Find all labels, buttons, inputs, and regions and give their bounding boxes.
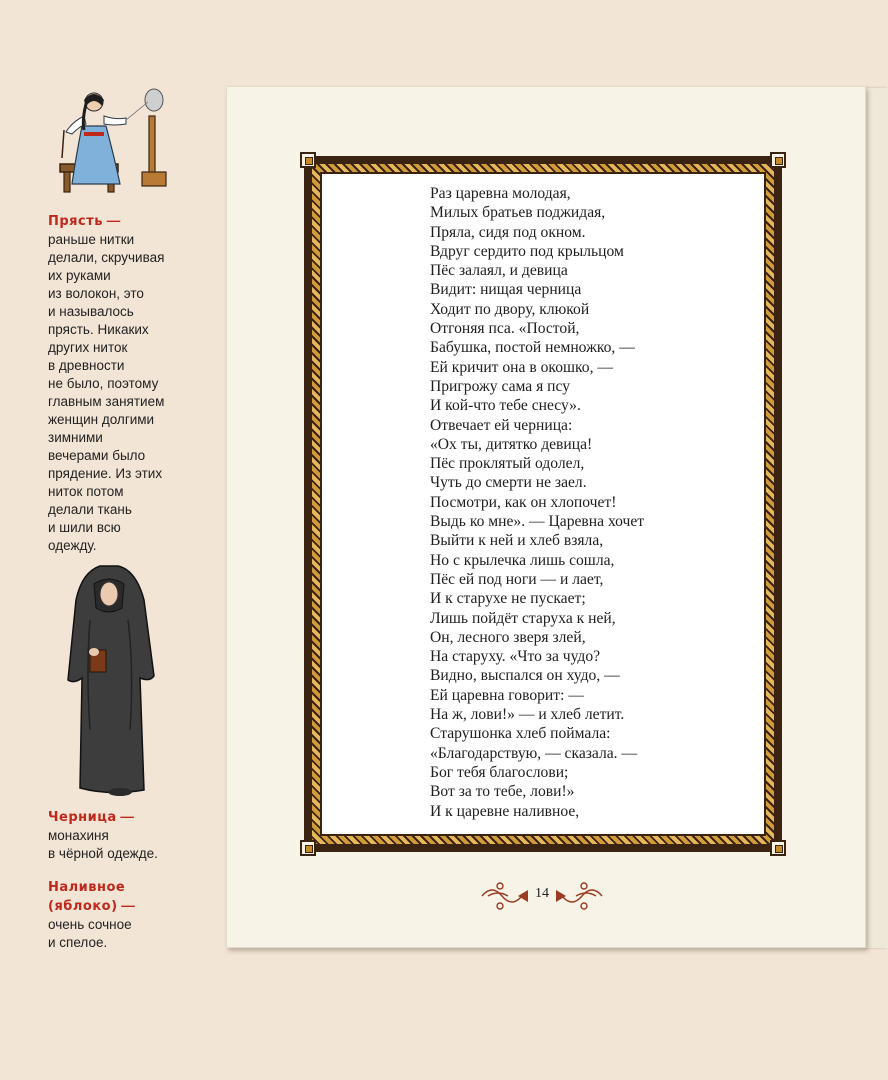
poem-line: Выйти к ней и хлеб взяла, — [430, 532, 604, 550]
glossary-entry-ripe — [48, 878, 188, 952]
glossary-line: не было, поэтому — [48, 376, 159, 391]
poem-line: Отвечает ей черница: — [430, 416, 573, 434]
glossary-term: (яблоко) — [48, 899, 118, 914]
glossary-line: и спелое. — [48, 935, 108, 950]
poem-line: И к старухе не пускает; — [430, 590, 586, 608]
poem-line: Видно, выспался он худо, — — [430, 667, 620, 685]
glossary-line: делали, скручивая — [48, 250, 165, 265]
poem-line: Раз царевна молодая, — [430, 185, 571, 202]
poem-line: Видит: нищая черница — [430, 281, 582, 299]
glossary-line: и называлось — [48, 304, 134, 319]
glossary-line: делали ткань — [48, 502, 132, 517]
glossary-line: женщин долгими — [48, 412, 155, 427]
nun-illustration — [60, 560, 160, 800]
glossary-term: Черница — [48, 810, 117, 825]
poem-line: И к царевне наливное, — [430, 802, 580, 820]
poem-line: Милых братьев поджидая, — [430, 204, 606, 222]
glossary-line: зимними — [48, 430, 103, 445]
next-page-edge — [864, 88, 888, 948]
glossary-line: главным занятием — [48, 394, 165, 409]
page-number: 14 — [535, 886, 549, 901]
glossary-line: прядение. Из этих — [48, 466, 163, 481]
poem-line: Вот за то тебе, лови!» — [430, 783, 575, 801]
glossary-line: в древности — [48, 358, 125, 373]
poem-line: И кой-что тебе снесу». — [430, 397, 581, 415]
poem-line: На ж, лови!» — и хлеб летит. — [430, 706, 625, 724]
poem-line: Чуть до смерти не заел. — [430, 474, 587, 492]
poem-line: Пёс проклятый одолел, — [430, 455, 585, 473]
poem-line: Отгоняя пса. «Постой, — [430, 320, 580, 338]
glossary-line: вечерами было — [48, 448, 146, 463]
glossary-line: и шили всю — [48, 520, 121, 535]
glossary-entry-spin — [48, 212, 188, 555]
spinning-woman-illustration — [46, 86, 174, 194]
poem-line: Ей кричит она в окошко, — — [430, 358, 613, 376]
glossary-line: раньше нитки — [48, 232, 135, 247]
frame-corner-ornament — [770, 840, 786, 856]
page-number-ornament — [478, 876, 606, 916]
poem-line: «Благодарствую, — сказала. — — [430, 744, 638, 762]
glossary-line: одежду. — [48, 538, 97, 553]
poem-line: Пряла, сидя под окном. — [430, 223, 586, 241]
poem-line: Старушонка хлеб поймала: — [430, 725, 611, 743]
poem-line: На старуху. «Что за чудо? — [430, 648, 601, 666]
glossary-line: очень сочное — [48, 917, 132, 932]
frame-corner-ornament — [770, 152, 786, 168]
poem-line: «Ох ты, дитятко девица! — [430, 435, 593, 453]
glossary-term: Прясть — [48, 214, 103, 229]
poem-line: Пригрожу сама я псу — [430, 377, 571, 395]
glossary-dash: — — [117, 898, 135, 913]
poem-line: Посмотри, как он хлопочет! — [430, 493, 617, 511]
poem-text — [430, 184, 644, 821]
glossary-line: из волокон, это — [48, 286, 144, 301]
glossary-line: ниток потом — [48, 484, 124, 499]
poem-line: Лишь пойдёт старуха к ней, — [430, 609, 616, 627]
poem-line: Бабушка, постой немножко, — — [430, 339, 635, 357]
glossary-line: прясть. Никаких — [48, 322, 149, 337]
poem-line: Ходит по двору, клюкой — [430, 300, 590, 318]
poem-line: Выдь ко мне». — Царевна хочет — [430, 513, 645, 531]
poem-line: Ей царевна говорит: — — [430, 686, 584, 704]
glossary-term: Наливное — [48, 880, 126, 895]
poem-line: Пёс залаял, и девица — [430, 262, 568, 280]
poem-line: Вдруг сердито под крыльцом — [430, 242, 624, 260]
glossary-line: монахиня — [48, 828, 109, 843]
glossary-dash: — — [116, 809, 134, 824]
glossary-line: их руками — [48, 268, 111, 283]
glossary-line: других ниток — [48, 340, 128, 355]
frame-corner-ornament — [300, 152, 316, 168]
poem-line: Бог тебя благослови; — [430, 763, 569, 781]
poem-line: Он, лесного зверя злей, — [430, 628, 586, 646]
glossary-dash: — — [103, 213, 121, 228]
poem-line: Пёс ей под ноги — и лает, — [430, 570, 604, 588]
frame-corner-ornament — [300, 840, 316, 856]
glossary-line: в чёрной одежде. — [48, 846, 158, 861]
poem-line: Но с крылечка лишь сошла, — [430, 551, 615, 569]
glossary-entry-nun — [48, 808, 188, 863]
